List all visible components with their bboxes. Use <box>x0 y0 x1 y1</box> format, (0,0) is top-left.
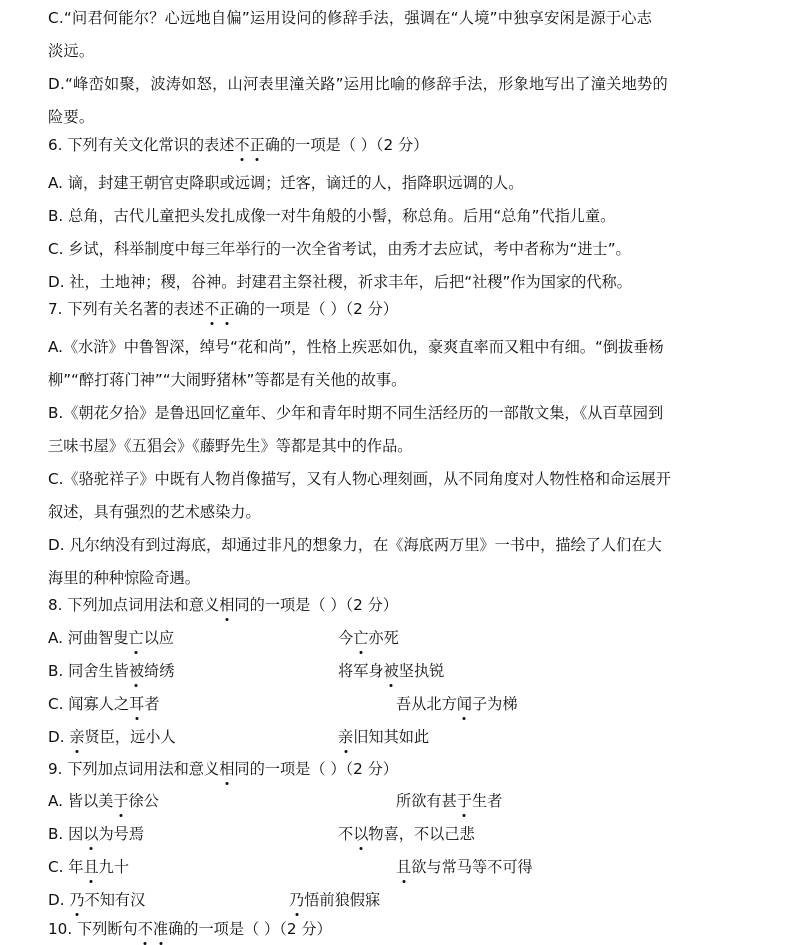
question-7-prefix: 7. 下列有关名著的表述 <box>48 300 205 318</box>
dotted-char: 不 <box>137 920 153 938</box>
question-9-suffix: 同的一项是（ ）（2 分） <box>234 760 398 778</box>
question-8-suffix: 同的一项是（ ）（2 分） <box>234 596 398 614</box>
question-8-prefix: 8. 下列加点词用法和意义 <box>48 596 220 614</box>
question-8-option-b-right: 将军身被坚执锐 <box>338 662 445 680</box>
question-9-option-a-left: A. 皆以美于徐公 <box>48 792 159 810</box>
dotted-char: 正 <box>219 300 235 318</box>
question-6-prefix: 6. 下列有关文化常识的表述 <box>48 136 235 154</box>
question-7-stem <box>48 298 398 320</box>
dotted-char: 不 <box>234 136 250 154</box>
question-8-stem <box>48 594 398 616</box>
question-8-option-c-right: 吾从北方闻子为梯 <box>396 695 518 713</box>
dotted-char: 不 <box>204 300 220 318</box>
dotted-char: 相 <box>219 760 235 778</box>
question-7-option-a-line-2: 柳”“醉打蒋门神”“大闹野猪林”等都是有关他的故事。 <box>48 371 407 389</box>
question-9-stem <box>48 758 398 780</box>
option-d-line-1: D.“峰峦如聚，波涛如怒，山河表里潼关路”运用比喻的修辞手法，形象地写出了潼关地势的 <box>48 75 668 93</box>
question-10-prefix: 10. 下列断句 <box>48 920 138 938</box>
question-7-option-a-line-1: A.《水浒》中鲁智深，绰号“花和尚”，性格上疾恶如仇，豪爽直率而又粗中有细。“倒拔垂杨 <box>48 338 664 356</box>
dotted-char: 正 <box>249 136 265 154</box>
question-9-option-d-left: D. 乃不知有汉 <box>48 891 146 909</box>
dotted-char: 被 <box>383 662 399 680</box>
question-10-stem <box>48 918 332 940</box>
question-6-option-d: D. 社，土地神；稷，谷神。封建君主祭社稷，祈求丰年，后把“社稷”作为国家的代称。 <box>48 273 632 291</box>
dotted-char: 闻 <box>456 695 472 713</box>
dotted-char: 以 <box>353 825 369 843</box>
question-9-option-a-right: 所欲有甚于生者 <box>396 792 503 810</box>
question-6-suffix: 确的一项是（ ）（2 分） <box>264 136 429 154</box>
dotted-char: 于 <box>456 792 472 810</box>
question-7-option-c-line-1: C.《骆驼祥子》中既有人物肖像描写，又有人物心理刻画，从不同角度对人物性格和命运展开 <box>48 470 671 488</box>
question-8-option-d-left: D. 亲贤臣，远小人 <box>48 728 176 746</box>
dotted-char: 亲 <box>338 728 354 746</box>
question-8-option-b-left: B. 同舍生皆被绮绣 <box>48 662 175 680</box>
question-9-option-c-right: 且欲与常马等不可得 <box>396 858 533 876</box>
option-d-line-2: 险要。 <box>48 108 95 126</box>
question-7-option-c-line-2: 叙述，具有强烈的艺术感染力。 <box>48 503 261 521</box>
question-6-option-a: A. 谪，封建王朝官吏降职或远调；迁客，谪迁的人，指降职远调的人。 <box>48 174 524 192</box>
question-8-option-c-left: C. 闻寡人之耳者 <box>48 695 160 713</box>
dotted-char: 亲 <box>69 728 85 746</box>
question-9-option-c-left: C. 年且九十 <box>48 858 130 876</box>
question-6-option-b: B. 总角，古代儿童把头发扎成像一对牛角般的小髻，称总角。后用“总角”代指儿童。 <box>48 207 616 225</box>
dotted-char: 以 <box>83 825 99 843</box>
question-10-suffix: 确的一项是（ ）（2 分） <box>168 920 332 938</box>
dotted-char: 乃 <box>289 891 305 909</box>
question-8-option-a-right: 今亡亦死 <box>338 629 399 647</box>
question-9-option-b-left: B. 因以为号焉 <box>48 825 145 843</box>
dotted-char: 被 <box>128 662 145 680</box>
question-8-option-d-right: 亲旧知其如此 <box>338 728 430 746</box>
dotted-char: 且 <box>396 858 412 876</box>
question-7-option-b-line-2: 三味书屋》《五猖会》《藤野先生》等都是其中的作品。 <box>48 437 413 455</box>
dotted-char: 且 <box>83 858 99 876</box>
option-c-line-2: 淡远。 <box>48 42 95 60</box>
dotted-char: 准 <box>152 920 169 938</box>
option-c-line-1: C.“问君何能尔？心远地自偏”运用设问的修辞手法，强调在“人境”中独享安闲是源于心志 <box>48 9 653 27</box>
question-7-option-d-line-2: 海里的种种惊险奇遇。 <box>48 569 200 587</box>
question-7-option-b-line-1: B.《朝花夕拾》是鲁迅回忆童年、少年和青年时期不同生活经历的一部散文集，《从百草园到 <box>48 404 664 422</box>
question-7-option-d-line-1: D. 凡尔纳没有到过海底，却通过非凡的想象力，在《海底两万里》一书中，描绘了人们在大 <box>48 536 662 554</box>
dotted-char: 亡 <box>353 629 369 647</box>
dotted-char: 相 <box>219 596 235 614</box>
question-7-suffix: 确的一项是（ ）（2 分） <box>234 300 398 318</box>
question-6-option-c: C. 乡试，科举制度中每三年举行的一次全省考试，由秀才去应试，考中者称为“进士”。 <box>48 240 631 258</box>
question-9-prefix: 9. 下列加点词用法和意义 <box>48 760 220 778</box>
dotted-char: 于 <box>113 792 129 810</box>
question-8-option-a-left: A. 河曲智叟亡以应 <box>48 629 175 647</box>
dotted-char: 亡 <box>128 629 144 647</box>
dotted-char: 耳 <box>129 695 145 713</box>
question-6-stem <box>48 134 428 156</box>
question-9-option-d-right: 乃悟前狼假寐 <box>289 891 381 909</box>
dotted-char: 乃 <box>69 891 85 909</box>
question-9-option-b-right: 不以物喜，不以己悲 <box>338 825 475 843</box>
